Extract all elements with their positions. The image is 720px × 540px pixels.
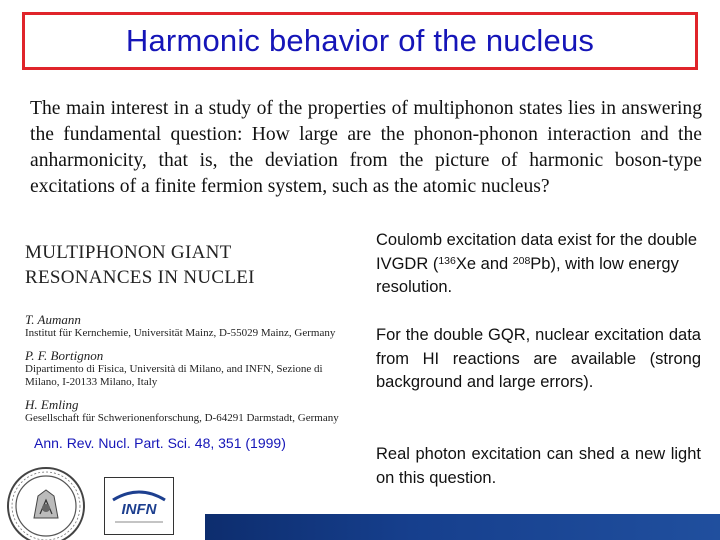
slide-title: Harmonic behavior of the nucleus: [125, 23, 595, 58]
footer-bar: [205, 514, 720, 540]
author-affiliation: Institut für Kernchemie, Universität Mainz, D-55029 Mainz, Germany: [25, 327, 336, 339]
author-affiliation: Gesellschaft für Schwerionenforschung, D-64291 Darmstadt, Germany: [25, 412, 339, 424]
author-name: T. Aumann: [25, 312, 81, 327]
isotope-mass: 208: [512, 254, 531, 267]
paper-title-line-2: RESONANCES IN NUCLEI: [25, 267, 255, 288]
infn-logo: [104, 477, 174, 535]
quote-text: The main interest in a study of the properties of multiphonon states lies in answering the fundamental question: How large are the phonon-phonon interaction and the anharmonicity, that is, the deviation from the picture of harmonic boson-type excitations of a finite fermion system, such as the atomic nucleus?: [30, 98, 702, 197]
paragraph-coulomb: [376, 229, 701, 300]
paragraph-coulomb-part: Pb), with low energy resolution.: [376, 254, 679, 296]
citation: Ann. Rev. Nucl. Part. Sci. 48, 351 (1999): [34, 435, 286, 451]
author-affiliation: Dipartimento di Fisica, Università di Milano, and INFN, Sezione di Milano, I-20133 Milano, Italy: [25, 363, 323, 388]
infn-logo-text: INFN: [121, 501, 157, 518]
isotope-mass: 136: [438, 254, 456, 267]
author-list: [25, 312, 355, 433]
paper-title-line-1: MULTIPHONON GIANT: [25, 242, 232, 263]
paragraph-photon: Real photon excitation can shed a new light on this question.: [376, 445, 701, 487]
paragraph-gqr: For the double GQR, nuclear excitation data from HI reactions are available (strong background and large errors).: [376, 326, 701, 391]
paper-title: [25, 240, 255, 290]
infn-logo-mark: [105, 478, 173, 534]
paragraph-coulomb-part: Coulomb excitation data exist for the double IVGDR (: [376, 231, 698, 273]
title-box: [22, 12, 698, 70]
paragraph-coulomb-part: Xe and: [455, 254, 513, 273]
author-name: H. Emling: [25, 397, 79, 412]
author-name: P. F. Bortignon: [25, 348, 104, 363]
university-seal-logo: [4, 466, 88, 540]
